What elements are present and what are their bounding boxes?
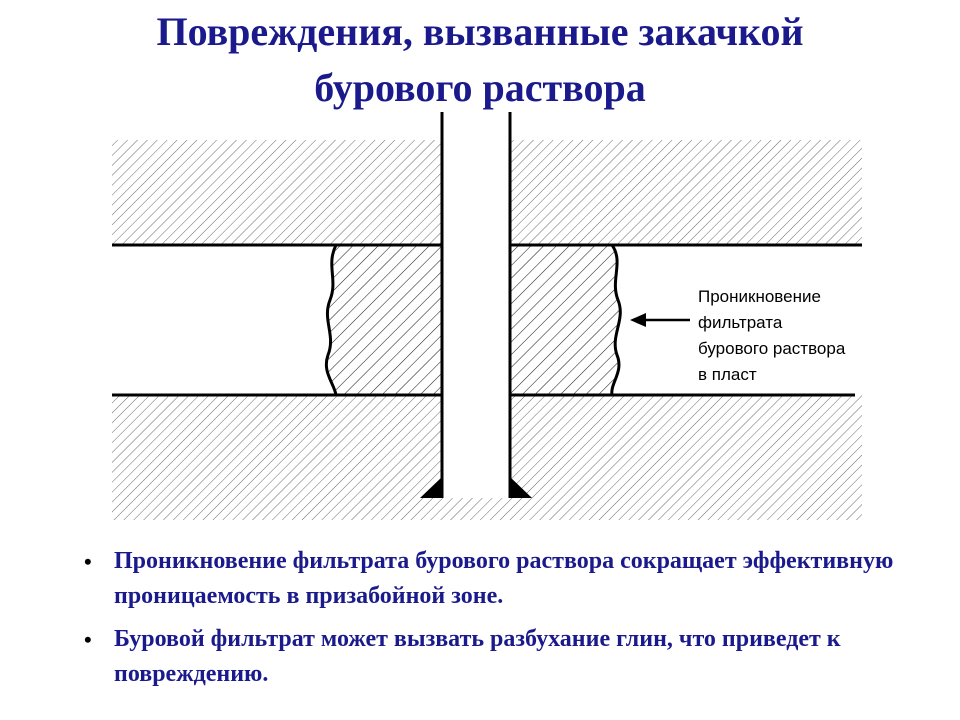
bullet-item — [84, 544, 954, 614]
invaded-zone-left — [326, 245, 441, 395]
callout-arrow-icon — [630, 313, 646, 327]
callout-line-3: бурового раствора — [698, 339, 846, 358]
invasion-callout-label — [698, 284, 898, 388]
callout-line-2: фильтрата — [698, 313, 783, 332]
bullet-text: Проникновение фильтрата бурового раствора сокращает эффективную проницаемость в призабойной зоне. — [114, 548, 894, 609]
bullet-marker: • — [84, 627, 92, 652]
invaded-zone-right — [511, 245, 620, 395]
bullet-item — [84, 622, 954, 692]
wellbore — [443, 112, 509, 498]
title-line-1: Повреждения, вызванные закачкой — [156, 9, 804, 54]
bullet-marker: • — [84, 549, 92, 574]
title-line-2: бурового раствора — [314, 65, 646, 110]
callout-line-4: в пласт — [698, 365, 757, 384]
bullet-text: Буровой фильтрат может вызвать разбухание глин, что приведет к повреждению. — [114, 626, 841, 687]
callout-line-1: Проникновение — [698, 287, 821, 306]
bullet-list — [84, 544, 954, 700]
